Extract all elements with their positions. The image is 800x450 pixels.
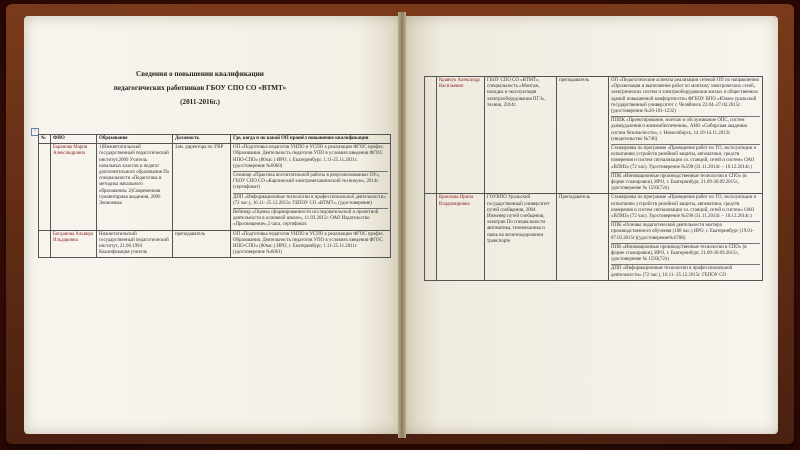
row-education: ГБОУ СПО СО «ВТМТ», специальность «Монтаж, наладка и эксплуатация электрооборудования ПГЗ», техник, 2014г. [485, 77, 557, 194]
title-line-3: (2011-2016г.) [180, 98, 220, 106]
training-entry: ППК «Основы педагогической деятельности мастера производственного обучения (108 час.) ИРО, г. Екатеринбург (19.01- 07.03.2015г.)(удостоверение№6788) [611, 221, 760, 242]
header-position: Должность [173, 135, 231, 144]
title-line-1: Сведения о повышении квалификации [136, 70, 264, 78]
row-position: Зам. директора по УВР [173, 144, 231, 230]
table-move-handle-icon[interactable]: + [31, 128, 39, 136]
row-education: Нижнетагильский государственный педагогический институт, 21.06.1994 Квалификация учитель [97, 230, 173, 258]
row-education: ГОУВПО Уральский государственный университет путей сообщения, 2004 Инженер путей сообщения, электрик По специальности автоматика, телемеханика и связь на железнодорожном транспорте [485, 194, 557, 280]
training-entry: Семинар «Практика воспитательной работы в реорганизованных ОУ», ГБОУ СПО СО «Карпинский электромеханический техникум», 2014г.(сертификат) [233, 171, 388, 192]
header-training: Где, когда и по какой ОП прошёл повышение квалификации [231, 135, 391, 144]
row-num [425, 194, 437, 280]
table-row [425, 194, 763, 280]
row-position: преподаватель [173, 230, 231, 258]
left-table [38, 134, 391, 258]
row-position: преподаватель [557, 77, 609, 194]
row-training [609, 194, 763, 280]
training-entry: ДПП «Информационные технологии в профессиональной деятельности» (72 час.), 16.11- 25.12.2015г. ГБПОУ СО «ВТМТ», (удостоверение) [233, 193, 388, 207]
row-num [425, 77, 437, 194]
right-table [424, 76, 763, 281]
document-title [40, 68, 360, 110]
training-entry: Вебинар «Оценка сформированности исследовательской и проектной деятельности в основной школе», 11.03.2015г. ОАО Издательство «Просвещение»,2 часа, сертификат. [233, 208, 388, 229]
training-entry: ОП «Педагогические аспекты реализации сетевой ОП по направлению «Организация и выполнение работ по монтажу электрических сетей, электрических систем и электрооборудования жилых и общественных зданий повышенной комфортности» ФГБОУ ВПО «Южно-уральский государственный университет г. Челябинск 22.04.-27.04.2015г. (удостоверение №20-101-1232) [611, 78, 760, 115]
table-header-row [39, 135, 391, 144]
row-position: Преподаватель [557, 194, 609, 280]
table-row [425, 77, 763, 194]
row-name: Кравчук Александр Васильевич [437, 77, 485, 194]
training-entry: ДПП «Информационные технологии в профессиональной деятельности» (72 час.), 16.11- 25.12.2015г. ГБПОУ СО [611, 264, 760, 278]
row-training [231, 230, 391, 258]
book-spine [398, 12, 406, 438]
row-training [231, 144, 391, 230]
training-entry: Стажировка по программе «Проведение работ по ТО, эксплуатации и испытанию устройств релейной защиты, автоматики, средств измерения и систем сигнализации эл. станций, сетей и систем» ОАО «ВЛМЗ» (72 час). Удостоверение №598 (31.11.2014г. – 10.12.2014г.) [611, 144, 760, 171]
row-num [39, 144, 51, 230]
training-entry: ПППК «Проектирование, монтаж и обслуживание ОПС, систем дымоудаления и жизнеобеспечения», АНО «Сибирская академия систем безопасности», г. Новосибирск, 14.10-14.11.2013г. (свидетельство №746) [611, 116, 760, 143]
row-name: Баранова Мария Александровна [51, 144, 97, 230]
training-entry: ОП «Подготовка педагогов УНПО и УСПО к реализации ФГОС профес. Образования. Деятельность педагогов УПО в условиях введения ФГОС НПО-СПО» (80час.) ИРО, г. Екатеринбург, 1.11-25.11.2011г. (удостоверение №6060) [233, 145, 385, 169]
training-entry: ОП «Подготовка педагогов УНПО и УСПО к реализации ФГОС профес. Образования. Деятельность педагогов УПО в условиях введения ФГОС НПО-СПО» (80час.) ИРО, г. Екатеринбург, 1.11-25.11.2011г. (удостоверение №6061) [233, 231, 385, 256]
header-num: № [39, 135, 51, 144]
header-education: Образование [97, 135, 173, 144]
table-row [39, 230, 391, 258]
header-name: ФИО [51, 135, 97, 144]
row-name: Богданова Альвира Ильдаровна [51, 230, 97, 258]
row-education: 1)Нижнетагильский государственный педагогический институт,2000 Учитель начальных классов и педагог дополнительного образования По специальности «Педагогика и методика начального образования» 2)Современная гуманитарная академия, 2006 Экономика [97, 144, 173, 230]
row-name: Краснова Ирина Владимировна [437, 194, 485, 280]
training-entry: Стажировка по программе «Проведение работ по ТО, эксплуатации и испытанию устройств релейной защиты, автоматики, средств измерения и систем сигнализации эл. станций, сетей и систем» ОАО «ВЛМЗ» (72 час). Удостоверение №598 (31.11.2014г. – 10.12.2014г.) [611, 195, 757, 220]
table-row [39, 144, 391, 230]
row-training [609, 77, 763, 194]
training-entry: ППК «Инновационные производственные технологии в СПО» (в форме стажировки), ИРО, г. Екатеринбург, 21.09-30.09.2015г., удостоверение № 1593(72ч) [611, 172, 760, 193]
title-line-2: педагогических работников ГБОУ СПО СО «ВТМТ» [113, 84, 287, 92]
training-entry: ППК «Инновационные производственные технологии в СПО» (в форме стажировки), ИРО, г. Екатеринбург, 21.09-30.09.2015г., удостоверение № 1593(72ч) [611, 243, 760, 264]
row-num [39, 230, 51, 258]
